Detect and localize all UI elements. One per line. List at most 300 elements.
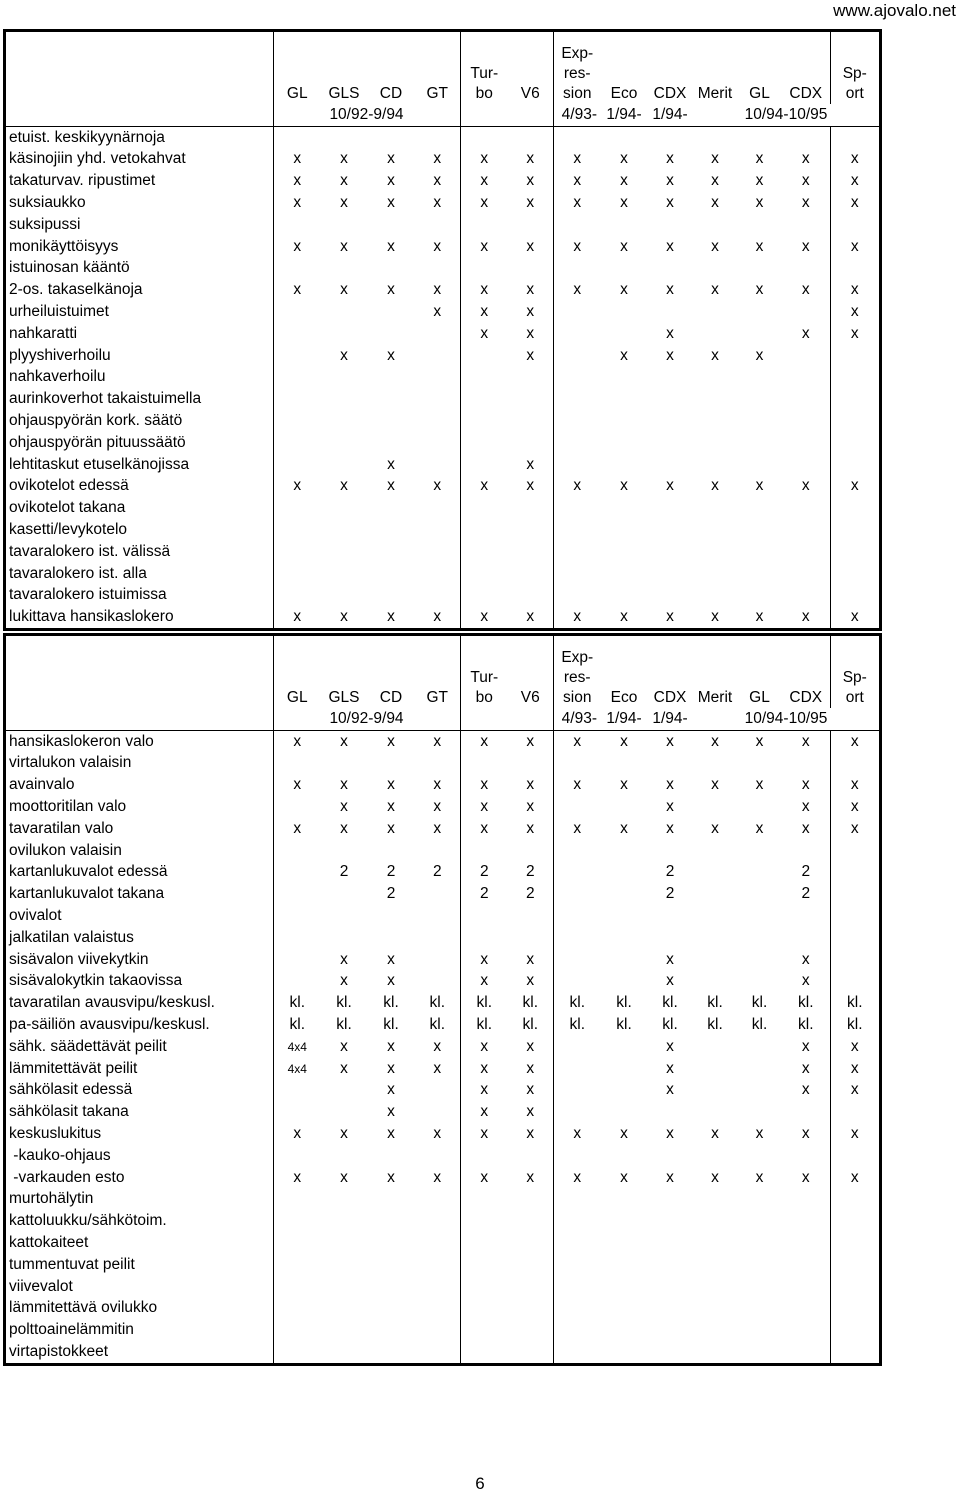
column-header	[647, 32, 693, 104]
header-label-cell	[6, 32, 273, 104]
availability-cell	[647, 753, 693, 775]
availability-cell	[782, 214, 830, 236]
availability-cell	[782, 432, 830, 454]
availability-cell	[830, 367, 879, 389]
feature-label: urheiluistuimet	[9, 303, 109, 321]
availability-cell: x	[460, 796, 508, 818]
column-header	[782, 32, 830, 104]
availability-cell: kl.	[336, 994, 352, 1012]
availability-cell	[508, 1145, 553, 1167]
availability-cell	[553, 1276, 601, 1298]
availability-cell	[321, 126, 367, 148]
availability-cell	[460, 753, 508, 775]
availability-cell	[830, 541, 879, 563]
availability-cell: x	[387, 172, 395, 190]
availability-cell	[460, 563, 508, 585]
availability-cell: x	[340, 1168, 348, 1186]
availability-cell	[647, 1210, 693, 1232]
table-row	[6, 971, 879, 993]
availability-cell: x	[830, 818, 879, 840]
availability-cell	[782, 1101, 830, 1123]
availability-cell	[367, 1210, 415, 1232]
availability-cell	[693, 1276, 737, 1298]
date-range: 4/93-	[553, 708, 601, 730]
table-row	[6, 1254, 879, 1276]
availability-cell	[830, 214, 879, 236]
date-range: 1/94-	[647, 708, 693, 730]
availability-cell: kl.	[273, 992, 321, 1014]
availability-cell	[830, 971, 879, 993]
availability-cell: x	[460, 730, 508, 752]
availability-cell: kl.	[429, 994, 445, 1012]
availability-cell	[321, 840, 367, 862]
column-header	[460, 636, 508, 708]
availability-cell	[693, 388, 737, 410]
availability-cell	[830, 1298, 879, 1320]
availability-cell	[321, 1254, 367, 1276]
column-header	[367, 636, 415, 708]
column-header-row	[6, 32, 879, 104]
availability-cell: x	[830, 149, 879, 171]
feature-label: avainvalo	[9, 776, 75, 794]
availability-cell	[782, 454, 830, 476]
availability-cell: x	[340, 1059, 348, 1077]
availability-cell: x	[830, 1080, 879, 1102]
availability-cell	[601, 905, 647, 927]
availability-cell	[737, 214, 782, 236]
availability-cell: x	[801, 1125, 810, 1143]
column-header	[782, 636, 830, 708]
availability-cell	[460, 1210, 508, 1232]
availability-cell: x	[830, 476, 879, 498]
availability-cell: x	[755, 172, 764, 190]
availability-cell: x	[526, 1081, 535, 1099]
availability-cell	[647, 497, 693, 519]
availability-cell	[737, 905, 782, 927]
availability-cell	[553, 905, 601, 927]
availability-cell	[647, 1145, 693, 1167]
availability-cell: x	[711, 608, 719, 626]
availability-cell	[508, 1210, 553, 1232]
feature-label: ohjauspyörän pituussäätö	[9, 433, 186, 451]
availability-cell	[508, 519, 553, 541]
table-row	[6, 1189, 879, 1211]
availability-cell: kl.	[522, 994, 538, 1012]
availability-cell	[647, 1298, 693, 1320]
availability-cell	[460, 345, 508, 367]
availability-cell	[601, 323, 647, 345]
availability-cell	[782, 927, 830, 949]
availability-cell: x	[433, 303, 442, 321]
availability-cell: x	[553, 606, 601, 628]
availability-cell	[693, 905, 737, 927]
availability-cell: x	[460, 323, 508, 345]
column-header-part: CDX	[653, 689, 687, 706]
availability-cell: x	[387, 776, 395, 794]
column-header-part: GL	[749, 689, 770, 706]
availability-cell: x	[801, 1168, 810, 1186]
feature-label: ohjauspyörän kork. säätö	[9, 412, 183, 430]
availability-cell	[737, 563, 782, 585]
column-header-part: Tur-	[470, 669, 499, 686]
availability-cell	[415, 367, 460, 389]
availability-cell	[647, 1341, 693, 1363]
availability-cell	[508, 585, 553, 607]
table-row	[6, 1036, 879, 1058]
availability-cell	[782, 1319, 830, 1341]
availability-cell	[508, 905, 553, 927]
availability-cell: x	[460, 1058, 508, 1080]
availability-cell	[553, 971, 601, 993]
table-row	[6, 454, 879, 476]
availability-cell: x	[801, 732, 810, 750]
availability-cell	[693, 862, 737, 884]
table-row	[6, 323, 879, 345]
availability-cell: x	[340, 172, 348, 190]
availability-cell	[367, 388, 415, 410]
table-row	[6, 796, 879, 818]
availability-cell	[367, 1319, 415, 1341]
feature-label: tavaralokero istuimissa	[9, 586, 167, 604]
availability-cell	[321, 258, 367, 280]
availability-cell: x	[273, 606, 321, 628]
column-header-part: sion	[563, 689, 592, 706]
date-label-cell	[6, 708, 273, 730]
table-row	[6, 1123, 879, 1145]
availability-cell: x	[433, 281, 442, 299]
availability-cell	[460, 258, 508, 280]
availability-cell	[321, 541, 367, 563]
feature-label: nahkaratti	[9, 324, 78, 342]
availability-cell	[321, 1210, 367, 1232]
availability-cell	[737, 1145, 782, 1167]
availability-cell	[693, 753, 737, 775]
site-url[interactable]: www.ajovalo.net	[833, 1, 956, 20]
column-header	[321, 32, 367, 104]
availability-cell	[737, 1341, 782, 1363]
availability-cell: 4x4	[273, 1058, 321, 1080]
availability-cell	[737, 927, 782, 949]
table-row	[6, 214, 879, 236]
feature-label: kattokaiteet	[9, 1234, 89, 1252]
availability-cell	[508, 1232, 553, 1254]
availability-cell: x	[340, 798, 348, 816]
column-header-part: GLS	[328, 85, 360, 102]
availability-cell	[693, 840, 737, 862]
availability-cell	[737, 796, 782, 818]
availability-cell	[508, 367, 553, 389]
availability-cell	[693, 1319, 737, 1341]
column-header	[553, 32, 601, 104]
availability-cell	[782, 585, 830, 607]
availability-cell: x	[526, 1125, 535, 1143]
table-row	[6, 279, 879, 301]
availability-cell	[693, 796, 737, 818]
availability-cell	[553, 301, 601, 323]
availability-cell	[737, 367, 782, 389]
availability-cell	[782, 1189, 830, 1211]
availability-cell	[553, 796, 601, 818]
table-row	[6, 192, 879, 214]
availability-cell: x	[666, 150, 674, 168]
availability-cell	[367, 1276, 415, 1298]
feature-label: etuist. keskikyynärnoja	[9, 128, 165, 146]
availability-cell	[601, 258, 647, 280]
availability-cell	[321, 323, 367, 345]
table-row	[6, 541, 879, 563]
feature-label: ovikotelot takana	[9, 499, 126, 517]
availability-cell: x	[801, 1059, 810, 1077]
availability-cell	[737, 1276, 782, 1298]
feature-label: ovilukon valaisin	[9, 841, 122, 859]
availability-cell	[693, 1101, 737, 1123]
availability-cell	[830, 519, 879, 541]
availability-cell	[273, 971, 321, 993]
availability-cell	[737, 1319, 782, 1341]
availability-cell	[601, 1145, 647, 1167]
availability-cell: 2	[801, 863, 811, 881]
availability-cell	[273, 949, 321, 971]
feature-label: käsinojiin yhd. vetokahvat	[9, 150, 186, 168]
availability-cell	[737, 410, 782, 432]
availability-cell	[782, 753, 830, 775]
feature-label: plyyshiverhoilu	[9, 346, 111, 364]
availability-cell: x	[711, 346, 719, 364]
availability-cell: x	[526, 819, 535, 837]
availability-cell: x	[433, 172, 442, 190]
availability-cell	[693, 258, 737, 280]
availability-cell	[508, 1276, 553, 1298]
table-row	[6, 519, 879, 541]
availability-cell: x	[340, 281, 348, 299]
feature-label: sisävalokytkin takaovissa	[9, 972, 183, 990]
feature-label: lehtitaskut etuselkänojissa	[9, 455, 190, 473]
availability-cell	[367, 1232, 415, 1254]
availability-cell: x	[553, 170, 601, 192]
availability-cell: x	[433, 732, 442, 750]
availability-cell: x	[620, 1168, 628, 1186]
availability-cell	[737, 949, 782, 971]
availability-cell	[693, 1058, 737, 1080]
availability-cell: x	[526, 172, 535, 190]
availability-cell	[601, 1254, 647, 1276]
availability-cell	[737, 1298, 782, 1320]
availability-cell: kl.	[751, 994, 768, 1012]
availability-cell: x	[666, 798, 674, 816]
feature-label: monikäyttöisyys	[9, 237, 119, 255]
availability-cell	[830, 949, 879, 971]
availability-cell: x	[620, 281, 628, 299]
availability-cell: x	[801, 798, 810, 816]
column-header	[601, 32, 647, 104]
availability-cell	[553, 563, 601, 585]
availability-cell	[553, 1232, 601, 1254]
table-row	[6, 730, 879, 752]
table-row	[6, 1210, 879, 1232]
availability-cell	[830, 1232, 879, 1254]
table-row	[6, 301, 879, 323]
availability-cell: x	[433, 608, 442, 626]
availability-cell: x	[273, 730, 321, 752]
table-row	[6, 563, 879, 585]
availability-cell	[273, 1254, 321, 1276]
availability-cell	[647, 563, 693, 585]
availability-cell	[415, 1298, 460, 1320]
availability-cell	[321, 1080, 367, 1102]
availability-cell	[830, 258, 879, 280]
availability-cell: x	[460, 192, 508, 214]
table-row	[6, 753, 879, 775]
feature-label: lämmitettävät peilit	[9, 1059, 138, 1077]
availability-cell: x	[387, 1125, 395, 1143]
availability-cell: x	[830, 606, 879, 628]
availability-cell	[321, 519, 367, 541]
availability-cell	[737, 519, 782, 541]
availability-cell: x	[801, 776, 810, 794]
date-range: 1/94-	[601, 708, 647, 730]
column-header	[273, 32, 321, 104]
availability-cell	[782, 410, 830, 432]
feature-label: suksipussi	[9, 215, 81, 233]
availability-cell: x	[620, 732, 628, 750]
availability-cell	[273, 214, 321, 236]
date-range-row	[6, 708, 879, 730]
feature-label: tavaralokero ist. välissä	[9, 542, 171, 560]
column-header-row	[6, 636, 879, 708]
column-header	[647, 636, 693, 708]
column-header	[460, 32, 508, 104]
feature-label: 2-os. takaselkänoja	[9, 281, 143, 299]
availability-cell: x	[666, 477, 674, 495]
availability-cell	[830, 840, 879, 862]
page-number: 6	[475, 1474, 485, 1493]
availability-cell: x	[620, 608, 628, 626]
availability-cell	[508, 840, 553, 862]
availability-cell: x	[801, 281, 810, 299]
availability-cell	[367, 258, 415, 280]
availability-cell	[782, 1145, 830, 1167]
availability-cell	[367, 126, 415, 148]
availability-cell	[693, 541, 737, 563]
availability-cell: x	[340, 194, 348, 212]
availability-cell	[693, 323, 737, 345]
availability-cell: x	[526, 1168, 535, 1186]
availability-cell	[553, 1036, 601, 1058]
availability-cell: x	[801, 950, 810, 968]
availability-cell	[601, 840, 647, 862]
availability-cell	[273, 541, 321, 563]
availability-cell	[460, 1276, 508, 1298]
availability-cell	[273, 1232, 321, 1254]
availability-cell: x	[711, 281, 719, 299]
availability-cell	[508, 126, 553, 148]
availability-cell: x	[526, 950, 535, 968]
availability-cell: kl.	[616, 994, 632, 1012]
availability-cell	[601, 563, 647, 585]
availability-cell: x	[460, 149, 508, 171]
column-header	[737, 32, 782, 104]
availability-cell	[367, 410, 415, 432]
feature-label: kattoluukku/sähkötoim.	[9, 1212, 167, 1230]
availability-cell: x	[460, 949, 508, 971]
table-row	[6, 606, 879, 628]
availability-cell: x	[387, 150, 395, 168]
availability-cell	[321, 497, 367, 519]
availability-cell	[737, 1210, 782, 1232]
table-row	[6, 410, 879, 432]
table-row	[6, 170, 879, 192]
availability-cell	[830, 563, 879, 585]
availability-cell	[553, 1341, 601, 1363]
availability-cell	[415, 753, 460, 775]
availability-cell	[601, 927, 647, 949]
availability-cell	[601, 1210, 647, 1232]
date-range: 10/94-10/95	[693, 708, 879, 730]
availability-cell	[830, 1276, 879, 1298]
availability-cell	[782, 1232, 830, 1254]
availability-cell	[273, 1145, 321, 1167]
availability-cell	[321, 1341, 367, 1363]
availability-cell	[460, 927, 508, 949]
availability-cell	[415, 1080, 460, 1102]
availability-cell	[367, 927, 415, 949]
availability-cell	[737, 126, 782, 148]
availability-cell: 2	[460, 862, 508, 884]
availability-cell	[415, 519, 460, 541]
availability-cell	[601, 388, 647, 410]
table-row	[6, 432, 879, 454]
availability-cell	[553, 1210, 601, 1232]
availability-cell	[273, 258, 321, 280]
feature-label: sähk. säädettävät peilit	[9, 1037, 167, 1055]
availability-cell	[367, 563, 415, 585]
availability-cell	[508, 927, 553, 949]
column-header-part: Exp-	[561, 649, 594, 666]
availability-cell: x	[387, 237, 395, 255]
availability-cell: 2	[665, 885, 675, 903]
availability-cell	[415, 410, 460, 432]
column-header-part: Eco	[610, 85, 638, 102]
availability-cell	[553, 345, 601, 367]
availability-cell	[553, 883, 601, 905]
availability-cell	[273, 927, 321, 949]
feature-label: moottoritilan valo	[9, 798, 127, 816]
availability-cell: x	[830, 170, 879, 192]
availability-cell	[647, 410, 693, 432]
feature-label: hansikaslokeron valo	[9, 732, 154, 750]
availability-cell: kl.	[616, 1016, 632, 1034]
availability-cell	[647, 214, 693, 236]
availability-cell: x	[801, 172, 810, 190]
availability-cell: kl.	[383, 994, 399, 1012]
availability-cell: kl.	[662, 994, 678, 1012]
availability-cell: x	[526, 324, 535, 342]
availability-cell: 2	[386, 863, 396, 881]
feature-label: -varkauden esto	[9, 1168, 125, 1186]
availability-cell	[321, 214, 367, 236]
availability-cell: x	[526, 281, 535, 299]
availability-cell: x	[273, 192, 321, 214]
availability-cell	[367, 753, 415, 775]
availability-cell	[508, 1254, 553, 1276]
column-header	[508, 32, 553, 104]
availability-cell: x	[526, 1037, 535, 1055]
availability-cell	[647, 1254, 693, 1276]
availability-cell	[460, 454, 508, 476]
availability-cell: x	[755, 281, 764, 299]
availability-cell: x	[666, 346, 674, 364]
availability-cell: kl.	[662, 1016, 678, 1034]
